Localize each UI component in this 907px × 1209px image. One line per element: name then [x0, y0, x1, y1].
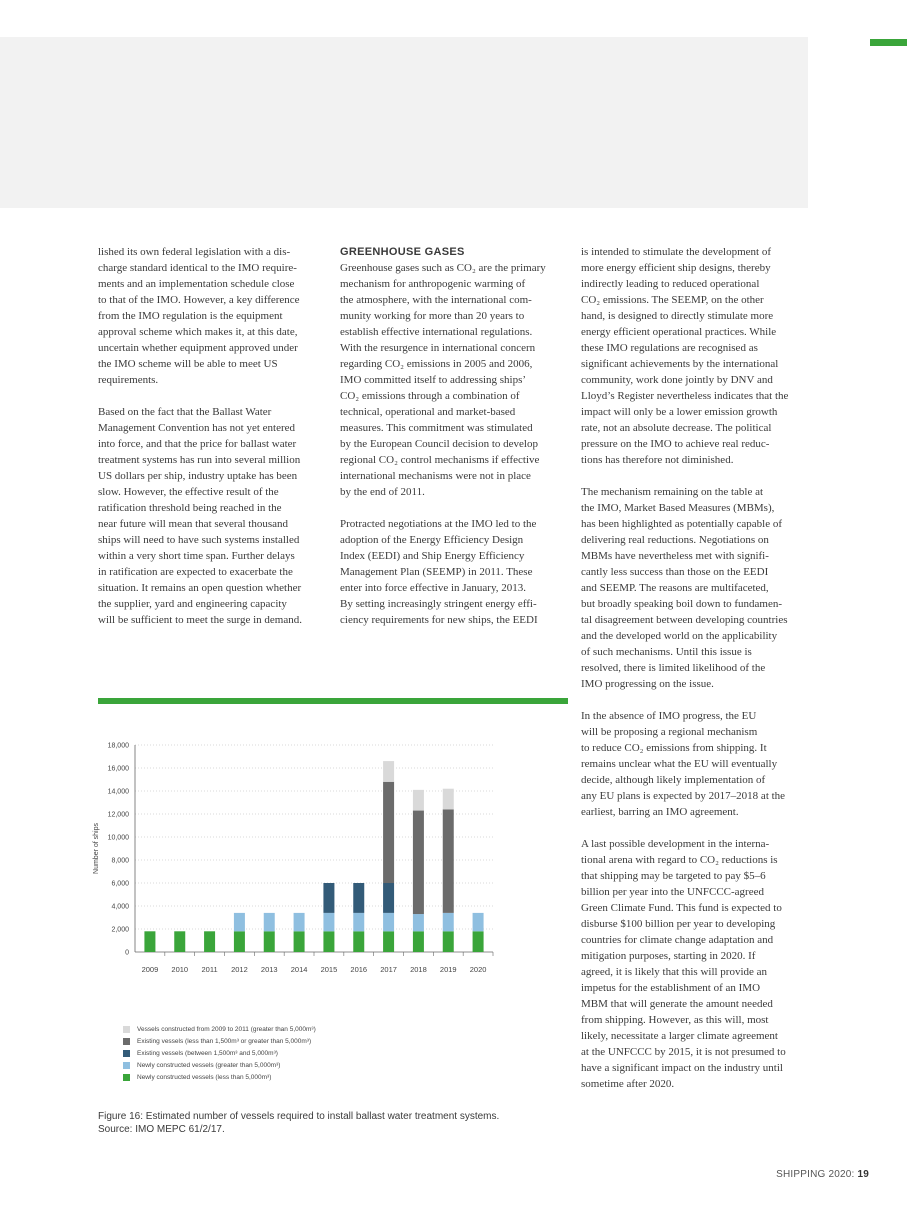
chart-legend [123, 1023, 316, 1083]
legend-item [123, 1071, 316, 1083]
bar-segment [383, 782, 394, 883]
section-heading: GREENHOUSE GASES [340, 246, 465, 258]
bar-segment [383, 931, 394, 952]
page-number: 19 [857, 1169, 869, 1180]
bar-segment [413, 914, 424, 931]
legend-label: Newly constructed vessels (less than 5,000m³) [137, 1073, 272, 1081]
page-footer [776, 1169, 869, 1180]
hero-image-area [0, 37, 808, 208]
paragraph: Greenhouse gases such as CO₂ are the primary mechanism for anthropogenic warming of the atmosphere, with the international com- munity working for more than 20 years to establish effective international regulations. With the resurgence in international concern regarding CO₂ emissions in 2005 and 2006, IMO committed itself to addressing ships’ CO₂ emissions through a combination of technical, operational and market-based measures. This commitment was stimulated by the European Council decision to develop regional CO₂ control mechanisms if effective international mechanisms were not in place by the end of 2011. [340, 262, 546, 498]
bar-segment [383, 883, 394, 913]
paragraph: Based on the fact that the Ballast Water Management Convention has not yet entered into force, and that the price for ballast water treatment systems has run into several million US dollars per ship, industry uptake has been slow. However, the effective result of the ratification threshold being reached in the near future will mean that several thousand ships will need to have such systems installed within a very short time span. Further delays in ratification are expected to exacerbate the situation. It remains an open question whether the supplier, yard and engineering capacity will be sufficient to meet the surge in demand. [98, 406, 302, 626]
x-tick-label: 2012 [231, 965, 248, 974]
bar-segment [473, 913, 484, 931]
footer-title: SHIPPING 2020: [776, 1169, 855, 1180]
text-column-2 [340, 244, 570, 644]
legend-item [123, 1035, 316, 1047]
legend-item [123, 1059, 316, 1071]
x-tick-label: 2010 [171, 965, 189, 974]
paragraph: lished its own federal legislation with a dis- charge standard identical to the IMO require- ments and an implementation schedule close to that of the IMO. However, a key difference from the IMO regulation is the equipment approval scheme which makes it, at this date, uncertain whether equipment approved under the IMO scheme will be able to meet US requirements. [98, 246, 300, 386]
bar-segment [264, 931, 275, 952]
y-tick-label: 8,000 [111, 857, 129, 865]
paragraph: Protracted negotiations at the IMO led to the adoption of the Energy Efficiency Design Index (EEDI) and Ship Energy Efficiency Management Plan (SEEMP) in 2011. These enter into force effective in January, 2013. By setting increasingly stringent energy effi- ciency requirements for new ships, the EEDI [340, 518, 538, 626]
bar-segment [353, 883, 364, 913]
figure-caption [98, 1110, 568, 1136]
x-tick-label: 2020 [469, 965, 487, 974]
bar-segment [413, 790, 424, 811]
caption-line: Figure 16: Estimated number of vessels required to install ballast water treatment systems. [98, 1111, 500, 1122]
legend-label: Vessels constructed from 2009 to 2011 (greater than 5,000m³) [137, 1025, 316, 1033]
bar-segment [473, 931, 484, 952]
bar-segment [353, 931, 364, 952]
legend-swatch [123, 1074, 130, 1081]
y-tick-label: 6,000 [111, 880, 129, 888]
bar-segment [323, 931, 334, 952]
legend-item [123, 1023, 316, 1035]
x-tick-label: 2014 [290, 965, 308, 974]
x-tick-label: 2009 [141, 965, 159, 974]
y-tick-label: 0 [125, 949, 129, 957]
legend-swatch [123, 1026, 130, 1033]
bar-segment [323, 883, 334, 913]
legend-label: Existing vessels (less than 1,500m³ or greater than 5,000m³) [137, 1037, 312, 1045]
text-column-1 [98, 244, 328, 644]
x-tick-label: 2016 [350, 965, 368, 974]
x-tick-label: 2015 [320, 965, 338, 974]
bar-segment [443, 913, 454, 931]
ballast-water-chart [88, 735, 498, 980]
y-tick-label: 12,000 [107, 811, 129, 819]
bar-segment [413, 811, 424, 915]
bar-segment [174, 931, 185, 952]
caption-source: Source: IMO MEPC 61/2/17. [98, 1124, 225, 1135]
x-tick-label: 2018 [410, 965, 427, 974]
bar-segment [383, 913, 394, 931]
bar-segment [443, 809, 454, 913]
bar-segment [234, 931, 245, 952]
y-tick-label: 10,000 [107, 834, 129, 842]
legend-label: Existing vessels (between 1,500m³ and 5,000m³) [137, 1049, 278, 1057]
x-tick-label: 2019 [439, 965, 457, 974]
legend-swatch [123, 1062, 130, 1069]
bar-segment [144, 931, 155, 952]
y-tick-label: 16,000 [107, 765, 129, 773]
paragraph: is intended to stimulate the development of more energy efficient ship designs, thereby indirectly leading to reduced operational CO₂ emissions. The SEEMP, on the other hand, is designed to directly stimulate more energy efficient operational practices. While these IMO regulations are recognised as significant achievements by the international community, work done jointly by DNV and Lloyd’s Register nevertheless indicates that the impact will only be a lower emission growth rate, not an absolute decrease. The political pressure on the IMO to achieve real reduc- tions has therefore not diminished. [581, 246, 789, 466]
bar-segment [294, 913, 305, 931]
legend-swatch [123, 1050, 130, 1057]
figure-top-rule [98, 698, 568, 704]
paragraph: A last possible development in the interna- tional arena with regard to CO₂ reductions is that shipping may be targeted to pay $5–6 billion per year into the UNFCCC-agreed Green Climate Fund. This fund is expected to disburse $100 billion per year to developing countries for climate change adaptation and mitigation purposes, starting in 2020. If agreed, it is likely that this will provide an impetus for the establishment of an IMO MBM that will generate the amount needed from shipping. However, as this will, most likely, necessitate a larger climate agreement at the UNFCCC by 2015, it is not presumed to have a significant impact on the industry until sometime after 2020. [581, 838, 786, 1090]
y-tick-label: 2,000 [111, 926, 129, 934]
x-tick-label: 2013 [260, 965, 278, 974]
legend-label: Newly constructed vessels (greater than 5,000m³) [137, 1061, 281, 1069]
bar-segment [323, 913, 334, 931]
x-tick-label: 2017 [380, 965, 397, 974]
paragraph: The mechanism remaining on the table at the IMO, Market Based Measures (MBMs), has been highlighted as potentially capable of delivering real reductions. Negotiations on MBMs have nevertheless met with signifi- cantly less success than those on the EEDI and SEEMP. The reasons are multifaceted, but broadly speaking boil down to fundamen- tal disagreement between developing countries and the developed world on the applicability of such mechanisms. Until this issue is resolved, there is limited likelihood of the IMO progressing on the issue. [581, 486, 788, 690]
y-axis-label: Number of ships [93, 823, 100, 874]
bar-segment [264, 913, 275, 931]
bar-segment [413, 931, 424, 952]
bar-segment [234, 913, 245, 931]
paragraph: In the absence of IMO progress, the EU will be proposing a regional mechanism to reduce CO₂ emissions from shipping. It remains unclear what the EU will eventually decide, although likely implementation of any EU plans is expected by 2017–2018 at the earliest, barring an IMO agreement. [581, 710, 786, 818]
bar-segment [383, 761, 394, 782]
y-tick-label: 18,000 [107, 742, 129, 750]
legend-item [123, 1047, 316, 1059]
bar-segment [443, 789, 454, 810]
bar-segment [204, 931, 215, 952]
y-tick-label: 14,000 [107, 788, 129, 796]
legend-swatch [123, 1038, 130, 1045]
x-tick-label: 2011 [201, 965, 218, 974]
bar-segment [353, 913, 364, 931]
text-column-3 [581, 244, 811, 1108]
accent-mark [870, 39, 907, 46]
bar-segment [294, 931, 305, 952]
bar-segment [443, 931, 454, 952]
y-tick-label: 4,000 [111, 903, 129, 911]
